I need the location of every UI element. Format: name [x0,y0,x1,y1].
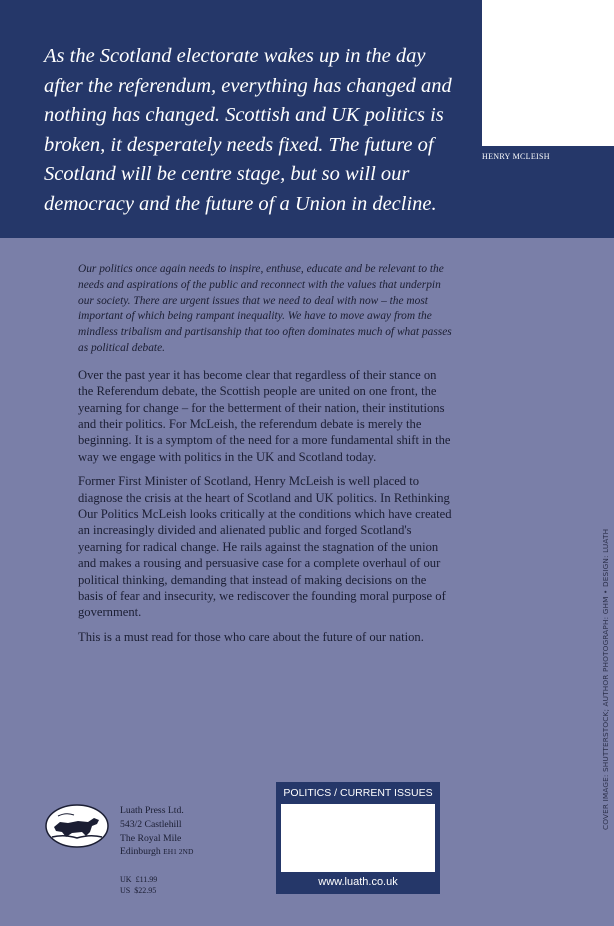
barcode-panel [276,782,440,894]
address-line-2: The Royal Mile [120,832,182,844]
barcode-box [281,804,435,872]
address-postcode: EH1 2ND [163,847,194,857]
website-link[interactable]: www.luath.co.uk [318,876,398,888]
address-city-line [120,845,193,859]
category-label: POLITICS / CURRENT ISSUES [283,787,433,799]
price-uk-value: £11.99 [135,875,158,884]
price-uk-label: UK [120,875,132,884]
price-us [120,885,157,896]
publisher-address [120,804,193,859]
publisher-name: Luath Press Ltd. [120,805,184,816]
body-paragraph-2: Former First Minister of Scotland, Henry McLeish is well placed to diagnose the crisis at the heart of Scotland and UK politics. In Rethinking Our Politics McLeish looks critically at the conditions which have created an increasingly divided and alienated public and forged Scotland's yearning for radical change. He rails against the stagnation of the union and makes a rousing and persuasive case for a complete overhaul of our political thinking, demanding that instead of making decisions on the basis of fear and insecurity, we rediscover the founding moral purpose of government. [78,474,452,620]
body-paragraph-3: This is a must read for those who care about the future of our nation. [78,629,424,644]
author-name: HENRY MCLEISH [482,152,550,161]
author-photo-placeholder [482,0,614,146]
body-paragraph-1: Over the past year it has become clear that regardless of their stance on the Referendum debate, the Scottish people are united on one front, the yearning for change – for the betterment of their nation, their institutions and their politics. For McLeish, the referendum debate is merely the beginning. It is a symptom of the need for a more fundamental shift in the way we engage with politics in the UK and Scotland today. [78,367,451,464]
address-city: Edinburgh [120,846,161,858]
prices [120,874,157,896]
cover-credits: COVER IMAGE: SHUTTERSTOCK; AUTHOR PHOTOGRAPH: GHM • DESIGN: LUATH [601,528,610,830]
price-us-label: US [120,886,131,895]
address-line-1: 543/2 Castlehill [120,818,182,830]
blurb [78,262,452,653]
price-us-value: $22.95 [134,886,157,895]
cover-quote: As the Scotland electorate wakes up in the day after the referendum, everything has changed and nothing has changed. Scottish and UK politics is broken, it desperately needs fixed. The future of Scotland will be centre stage, but so will our democracy and the future of a Union in decline. [44,45,452,215]
luath-dog-logo-icon [44,803,110,849]
price-uk [120,874,157,885]
intro-paragraph: Our politics once again needs to inspire, enthuse, educate and be relevant to the needs and aspirations of the public and reconnect with the values that underpin our society. There are urgent issues that we need to deal with now – the most important of which being rampant inequality. We have to move away from the mindless tribalism and partisanship that too often dominates much of what passes as political debate. [78,263,452,354]
